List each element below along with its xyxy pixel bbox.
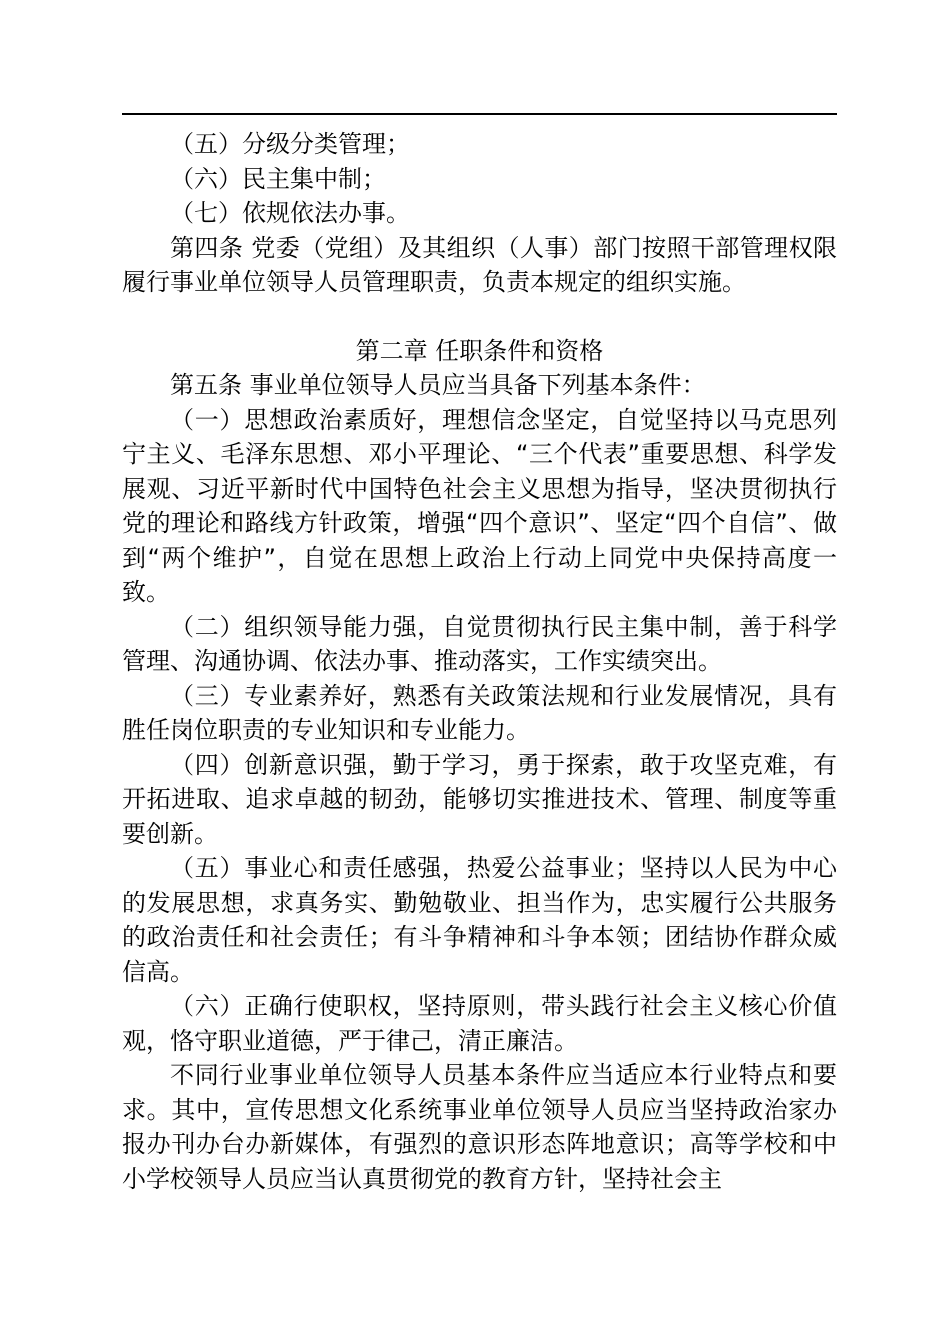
- paragraph-condition-4: （四）创新意识强，勤于学习，勇于探索，敢于攻坚克难，有开拓进取、追求卓越的韧劲，能够切实推进技术、管理、制度等重要创新。: [122, 750, 837, 848]
- paragraph-industry-requirements: 不同行业事业单位领导人员基本条件应当适应本行业特点和要求。其中，宣传思想文化系统事业单位领导人员应当坚持政治家办报办刊办台办新媒体，有强烈的意识形态阵地意识；高等学校和中小学校领导人员应当认真贯彻党的教育方针，坚持社会主: [122, 1061, 837, 1193]
- paragraph-item-5: （五）分级分类管理；: [170, 130, 410, 158]
- document-body: [122, 127, 837, 1196]
- paragraph-condition-1: （一）思想政治素质好，理想信念坚定，自觉坚持以马克思列宁主义、毛泽东思想、邓小平理论、“三个代表”重要思想、科学发展观、习近平新时代中国特色社会主义思想为指导，坚决贯彻执行党的理论和路线方针政策，增强“四个意识”、坚定“四个自信”、做到“两个维护”，自觉在思想上政治上行动上同党中央保持高度一致。: [122, 405, 837, 606]
- paragraph-condition-3: （三）专业素养好，熟悉有关政策法规和行业发展情况，具有胜任岗位职责的专业知识和专业能力。: [122, 681, 837, 744]
- paragraph-condition-2: （二）组织领导能力强，自觉贯彻执行民主集中制，善于科学管理、沟通协调、依法办事、推动落实，工作实绩突出。: [122, 612, 837, 675]
- paragraph-item-6: （六）民主集中制；: [170, 164, 386, 193]
- chapter-title: 第二章 任职条件和资格: [355, 336, 604, 365]
- paragraph-article-5: 第五条 事业单位领导人员应当具备下列基本条件：: [170, 371, 706, 399]
- paragraph-article-4: 第四条 党委（党组）及其组织（人事）部门按照干部管理权限履行事业单位领导人员管理职责，负责本规定的组织实施。: [122, 233, 837, 296]
- paragraph-condition-5: （五）事业心和责任感强，热爱公益事业；坚持以人民为中心的发展思想，求真务实、勤勉敬业、担当作为，忠实履行公共服务的政治责任和社会责任；有斗争精神和斗争本领；团结协作群众威信高。: [122, 854, 837, 986]
- header-rule: [122, 113, 837, 115]
- paragraph-item-7: （七）依规依法办事。: [170, 199, 410, 227]
- paragraph-condition-6: （六）正确行使职权，坚持原则，带头践行社会主义核心价值观，恪守职业道德，严于律己，清正廉洁。: [122, 992, 837, 1055]
